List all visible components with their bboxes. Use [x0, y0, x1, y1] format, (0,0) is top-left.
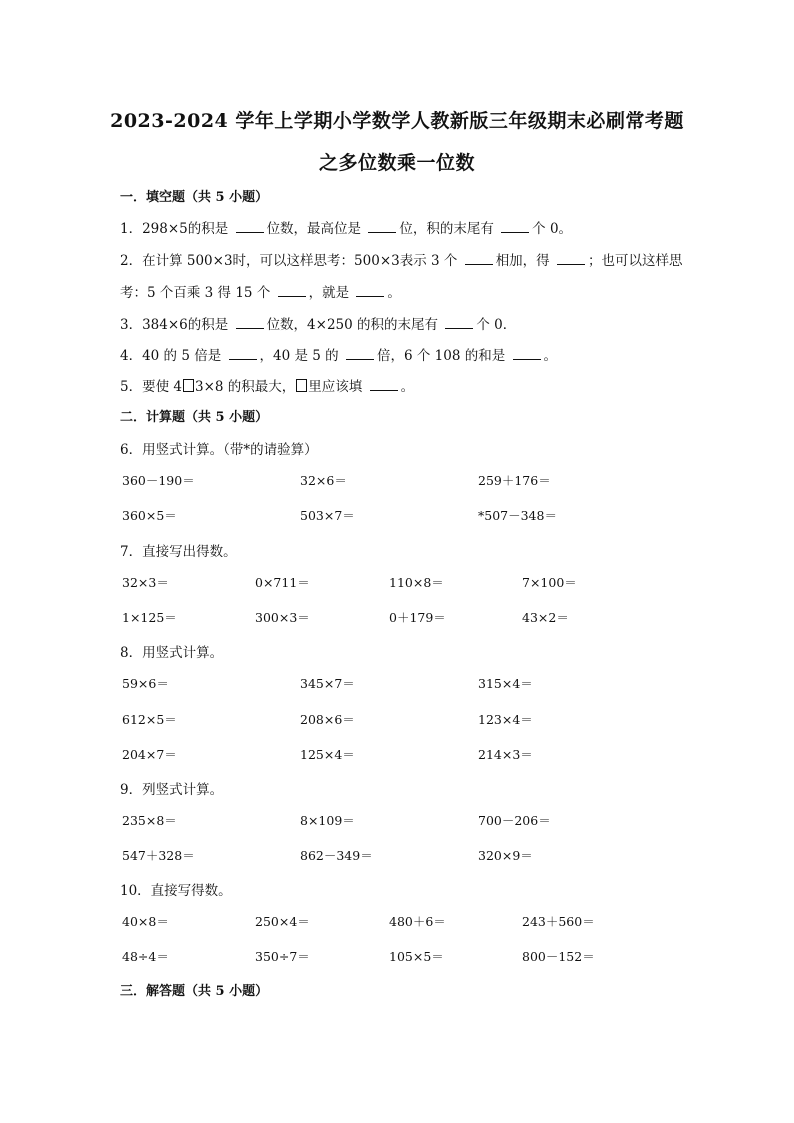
q7-equation: 43×2＝ [522, 610, 569, 625]
q8-equation: 123×4＝ [478, 712, 533, 727]
q10-equation: 800－152＝ [522, 949, 595, 964]
section-heading-calculation: 二．计算题（共 5 小题） [120, 410, 269, 425]
q8-equation: 204×7＝ [122, 747, 177, 762]
box-placeholder-icon [183, 379, 194, 392]
q10-equation: 350÷7＝ [255, 949, 310, 964]
document-title-line2: 之多位数乘一位数 [318, 152, 475, 174]
question-2-line1 [120, 249, 682, 269]
q7-equation: 32×3＝ [122, 575, 169, 590]
q9-equation: 8×109＝ [300, 813, 355, 828]
q6-equation: 503×7＝ [300, 508, 355, 523]
answer-blank[interactable] [501, 220, 529, 233]
q9-equation: 320×9＝ [478, 848, 533, 863]
q10-equation: 105×5＝ [389, 949, 444, 964]
q8-equation: 214×3＝ [478, 747, 533, 762]
section-heading-fill-in: 一．填空题（共 5 小题） [120, 190, 269, 205]
answer-blank[interactable] [465, 252, 493, 265]
q10-equation: 480＋6＝ [389, 914, 446, 929]
q9-equation: 235×8＝ [122, 813, 177, 828]
question-4 [120, 344, 557, 364]
answer-blank[interactable] [346, 347, 374, 360]
q8-equation: 208×6＝ [300, 712, 355, 727]
question-2-line2 [120, 281, 401, 301]
q9-equation: 547＋328＝ [122, 848, 195, 863]
q7-equation: 0＋179＝ [389, 610, 446, 625]
q5-text-b: 3×8 的积最大， [194, 379, 296, 395]
answer-blank[interactable] [557, 252, 585, 265]
q8-equation: 125×4＝ [300, 747, 355, 762]
question-7-prompt: 7．直接写出得数。 [120, 544, 237, 560]
document-title-line1: 2023-2024 学年上学期小学数学人教新版三年级期末必刷常考题 [110, 110, 684, 132]
answer-blank[interactable] [356, 284, 384, 297]
q6-equation: 360－190＝ [122, 473, 195, 488]
q8-equation: 59×6＝ [122, 676, 169, 691]
q2-text-a: 2．在计算 500×3时，可以这样思考：500×3表示 3 个 [120, 253, 462, 269]
q2-text-f: 。 [387, 285, 401, 301]
answer-blank[interactable] [370, 378, 398, 391]
q1-text-b: 位数，最高位是 [266, 221, 366, 237]
q4-text-b: ，40 是 5 的 [259, 348, 343, 364]
q10-equation: 243＋560＝ [522, 914, 595, 929]
q9-equation: 700－206＝ [478, 813, 551, 828]
q10-equation: 250×4＝ [255, 914, 310, 929]
q1-text-c: 位，积的末尾有 [399, 221, 499, 237]
q8-equation: 345×7＝ [300, 676, 355, 691]
q8-equation: 612×5＝ [122, 712, 177, 727]
question-9-prompt: 9．列竖式计算。 [120, 782, 224, 798]
q2-text-c: ；也可以这样思 [587, 253, 683, 269]
answer-blank[interactable] [513, 347, 541, 360]
question-5 [120, 375, 414, 395]
section-heading-answer: 三．解答题（共 5 小题） [120, 984, 269, 999]
question-10-prompt: 10．直接写得数。 [120, 883, 232, 899]
answer-blank[interactable] [445, 316, 473, 329]
q3-text-a: 3．384×6的积是 [120, 317, 233, 333]
q4-text-a: 4．40 的 5 倍是 [120, 348, 226, 364]
question-8-prompt: 8．用竖式计算。 [120, 645, 224, 661]
q2-text-e: ，就是 [308, 285, 354, 301]
q7-equation: 300×3＝ [255, 610, 310, 625]
box-placeholder-icon [296, 379, 307, 392]
q7-equation: 0×711＝ [255, 575, 310, 590]
q6-equation: 360×5＝ [122, 508, 177, 523]
question-3 [120, 313, 516, 333]
q3-text-b: 位数，4×250 的积的末尾有 [266, 317, 443, 333]
q2-text-d: 考：5 个百乘 3 得 15 个 [120, 285, 275, 301]
q7-equation: 110×8＝ [389, 575, 444, 590]
q4-text-d: 。 [543, 348, 557, 364]
question-1 [120, 217, 572, 237]
q5-text-a: 5．要使 4 [120, 379, 182, 395]
q3-text-c: 个 0． [476, 317, 517, 333]
q7-equation: 7×100＝ [522, 575, 577, 590]
q8-equation: 315×4＝ [478, 676, 533, 691]
q6-equation: 32×6＝ [300, 473, 347, 488]
q9-equation: 862－349＝ [300, 848, 373, 863]
q10-equation: 40×8＝ [122, 914, 169, 929]
q1-text-d: 个 0。 [532, 221, 573, 237]
answer-blank[interactable] [278, 284, 306, 297]
q6-equation: *507－348＝ [478, 508, 557, 523]
answer-blank[interactable] [229, 347, 257, 360]
answer-blank[interactable] [368, 220, 396, 233]
q4-text-c: 倍，6 个 108 的和是 [376, 348, 510, 364]
answer-blank[interactable] [236, 220, 264, 233]
q10-equation: 48÷4＝ [122, 949, 169, 964]
answer-blank[interactable] [236, 316, 264, 329]
q5-text-c: 里应该填 [308, 379, 367, 395]
question-6-prompt: 6．用竖式计算。（带*的请验算） [120, 442, 318, 458]
q1-text-a: 1．298×5的积是 [120, 221, 233, 237]
q5-text-d: 。 [400, 379, 415, 395]
q2-text-b: 相加，得 [495, 253, 554, 269]
q6-equation: 259＋176＝ [478, 473, 551, 488]
q7-equation: 1×125＝ [122, 610, 177, 625]
